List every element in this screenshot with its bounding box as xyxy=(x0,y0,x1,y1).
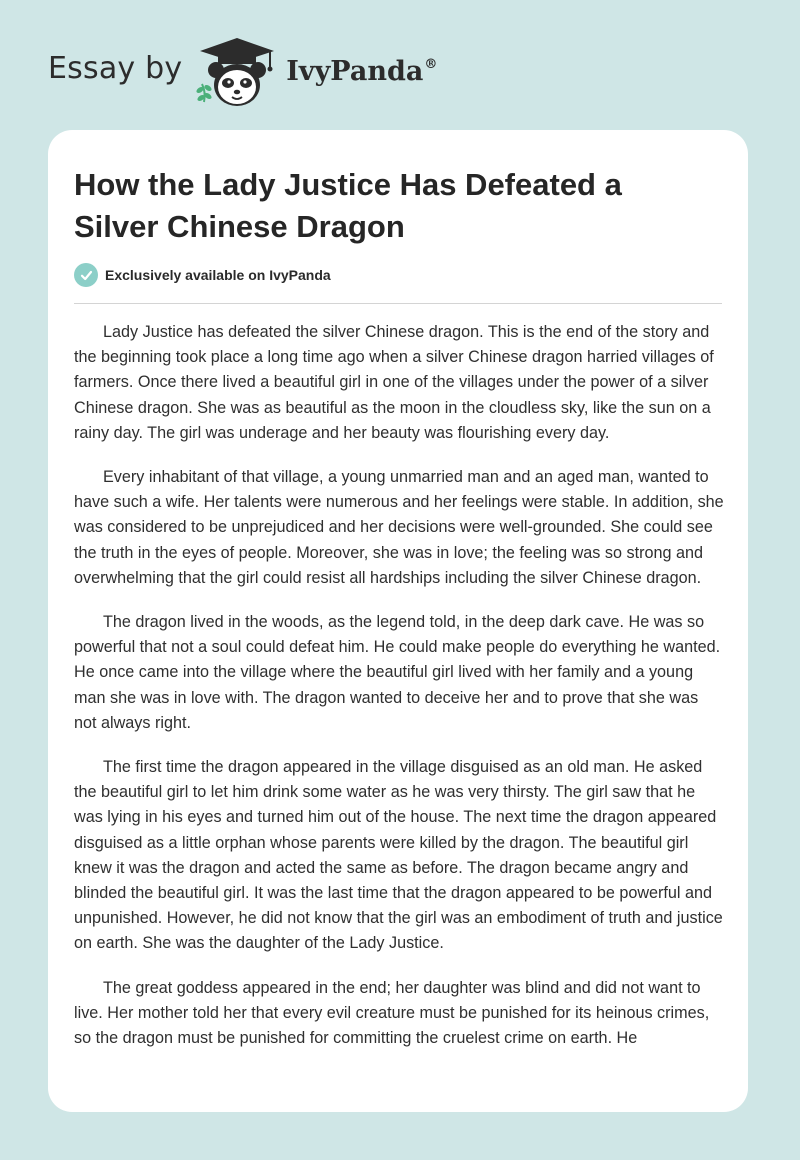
essay-card xyxy=(48,130,748,1112)
essay-by-label: Essay by xyxy=(48,50,183,86)
site-header xyxy=(48,34,748,110)
exclusive-badge xyxy=(74,263,331,287)
brand-name: IvyPanda xyxy=(286,55,424,87)
registered-mark: ® xyxy=(424,56,438,72)
brand-logo-text[interactable] xyxy=(286,56,437,87)
essay-body xyxy=(74,320,724,1070)
paragraph: Lady Justice has defeated the silver Chinese dragon. This is the end of the story and the beginning took place a long time ago when a silver Chinese dragon harried villages of farmers. Once there lived a beautiful girl in one of the villages under the power of a silver Chinese dragon. She was as beautiful as the moon in the cloudless sky, like the sun on a rainy day. The girl was underage and her beauty was flourishing every day. xyxy=(74,323,714,442)
paragraph: The first time the dragon appeared in the village disguised as an old man. He asked the beautiful girl to let him drink some water as he was very thirsty. The girl saw that he was lying in his eyes and turned him out of the house. The next time the dragon appeared disguised as a little orphan whose parents were killed by the dragon. The beautiful girl knew it was the dragon and acted the same as before. The dragon became angry and blinded the beautiful girl. It was the last time that the dragon appeared to be powerful and unpunished. However, he did not know that the girl was an embodiment of truth and justice on earth. She was the daughter of the Lady Justice. xyxy=(74,758,723,953)
panda-graduate-icon[interactable] xyxy=(194,34,280,110)
check-circle-icon xyxy=(74,263,98,287)
essay-title: How the Lady Justice Has Defeated a Silver Chinese Dragon xyxy=(74,167,622,244)
exclusive-badge-label: Exclusively available on IvyPanda xyxy=(105,267,331,283)
title-divider xyxy=(74,303,722,304)
paragraph: The dragon lived in the woods, as the legend told, in the deep dark cave. He was so powerful that not a soul could defeat him. He could make people do everything he wanted. He once came into the village where the beautiful girl lived with her family and a young man she was in love with. The dragon wanted to deceive her and to prove that she was not always right. xyxy=(74,613,721,732)
paragraph: The great goddess appeared in the end; her daughter was blind and did not want to live. Her mother told her that every evil creature must be punished for its heinous crimes, so the dragon must be punished for committing the cruelest crime on earth. He xyxy=(74,978,710,1048)
paragraph: Every inhabitant of that village, a young unmarried man and an aged man, wanted to have such a wife. Her talents were numerous and her feelings were stable. In addition, she was considered to be unprejudiced and her decisions were well-grounded. She could see the truth in the eyes of people. Moreover, she was in love; the feeling was so strong and overwhelming that the girl could resist all hardships including the silver Chinese dragon. xyxy=(74,468,724,587)
